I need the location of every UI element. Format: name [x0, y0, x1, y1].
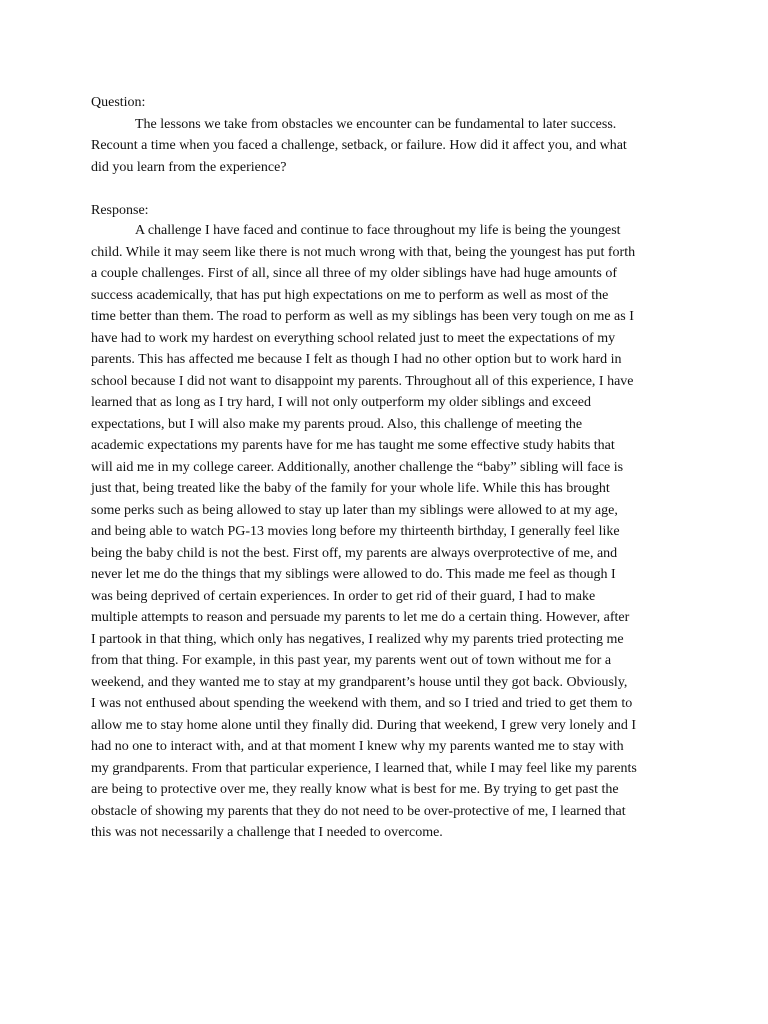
response-line: I was not enthused about spending the weekend with them, and so I tried and tried to get them to: [91, 696, 633, 711]
response-line: had no one to interact with, and at that moment I knew why my parents wanted me to stay with: [91, 739, 624, 754]
response-line: child. While it may seem like there is not much wrong with that, being the youngest has put forth: [91, 245, 636, 260]
response-line: a couple challenges. First of all, since all three of my older siblings have had huge amounts of: [91, 266, 618, 281]
response-line: multiple attempts to reason and persuade my parents to let me do a certain thing. However, after: [91, 610, 630, 625]
response-line: time better than them. The road to perform as well as my siblings has been very tough on me as I: [91, 309, 634, 324]
response-line: some perks such as being allowed to stay up later than my siblings were allowed to at my age,: [91, 503, 618, 518]
response-line: are being to protective over me, they really know what is best for me. By trying to get past the: [91, 782, 619, 797]
response-line: academic expectations my parents have for me has taught me some effective study habits that: [91, 438, 615, 453]
response-line: parents. This has affected me because I felt as though I had no other option but to work hard in: [91, 352, 622, 367]
response-line: my grandparents. From that particular experience, I learned that, while I may feel like my parents: [91, 761, 637, 776]
response-line: A challenge I have faced and continue to face throughout my life is being the youngest: [135, 223, 621, 238]
response-line: was being deprived of certain experiences. In order to get rid of their guard, I had to make: [91, 589, 596, 604]
response-line: just that, being treated like the baby of the family for your whole life. While this has brought: [91, 481, 610, 496]
response-line: expectations, but I will also make my parents proud. Also, this challenge of meeting the: [91, 417, 583, 432]
response-line: allow me to stay home alone until they finally did. During that weekend, I grew very lonely and I: [91, 718, 637, 733]
question-label: Question:: [91, 95, 146, 110]
question-line: Recount a time when you faced a challenge, setback, or failure. How did it affect you, and what: [91, 138, 627, 153]
response-line: weekend, and they wanted me to stay at my grandparent’s house until they got back. Obviously,: [91, 675, 628, 690]
response-line: success academically, that has put high expectations on me to perform as well as most of the: [91, 288, 609, 303]
response-label: Response:: [91, 203, 149, 218]
response-line: this was not necessarily a challenge that I needed to overcome.: [91, 825, 443, 840]
response-line: from that thing. For example, in this past year, my parents went out of town without me for a: [91, 653, 612, 668]
response-line: I partook in that thing, which only has negatives, I realized why my parents tried protecting me: [91, 632, 624, 647]
response-line: school because I did not want to disappoint my parents. Throughout all of this experience, I have: [91, 374, 634, 389]
response-line: learned that as long as I try hard, I will not only outperform my older siblings and exceed: [91, 395, 591, 410]
response-line: obstacle of showing my parents that they do not need to be over-protective of me, I learned that: [91, 804, 626, 819]
question-line: The lessons we take from obstacles we encounter can be fundamental to later success.: [135, 117, 617, 132]
response-line: have had to work my hardest on everything school related just to meet the expectations of my: [91, 331, 616, 346]
response-line: and being able to watch PG-13 movies long before my thirteenth birthday, I generally feel like: [91, 524, 620, 539]
question-line: did you learn from the experience?: [91, 160, 287, 175]
response-line: never let me do the things that my siblings were allowed to do. This made me feel as though I: [91, 567, 616, 582]
response-line: being the baby child is not the best. First off, my parents are always overprotective of me, and: [91, 546, 618, 561]
response-line: will aid me in my college career. Additionally, another challenge the “baby” sibling will face is: [91, 460, 624, 475]
